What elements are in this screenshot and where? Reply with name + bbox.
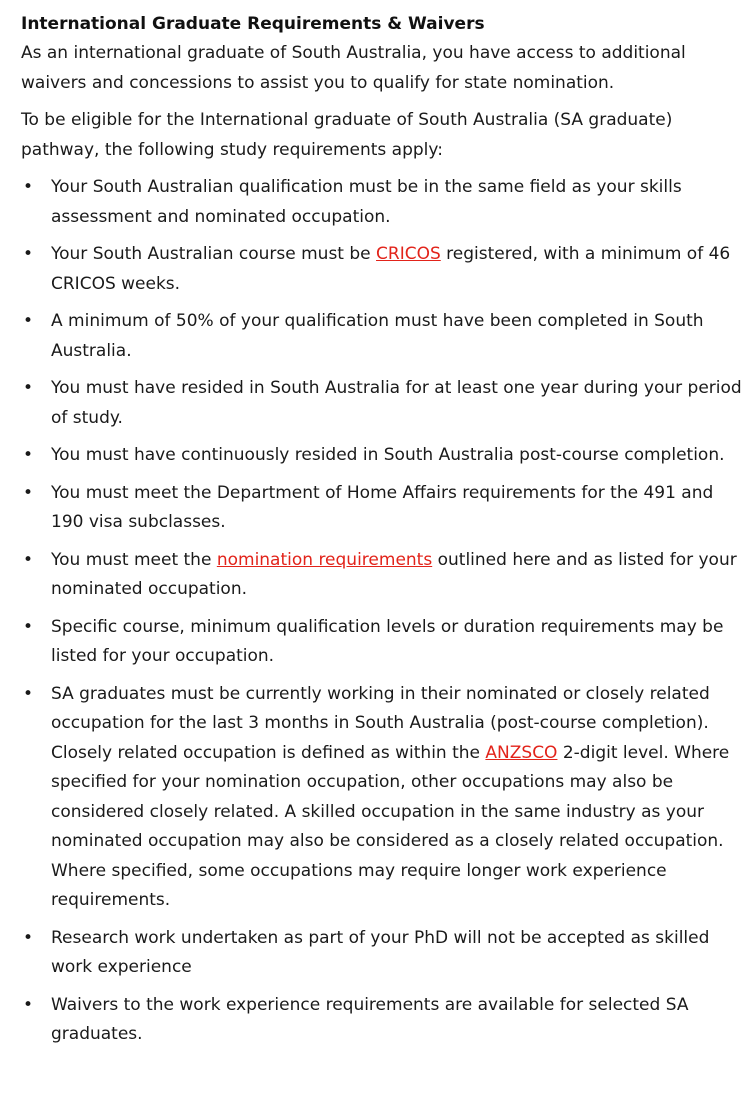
requirement-text: Waivers to the work experience requirements are available for selected SA graduates. [51, 994, 689, 1044]
bullet-icon: • [23, 927, 34, 948]
requirement-text: You must meet the [51, 549, 217, 570]
list-item [21, 240, 750, 299]
bullet-icon: • [23, 482, 34, 503]
requirement-text: You must meet the Department of Home Affairs requirements for the 491 and 190 visa subclasses. [51, 482, 714, 532]
bullet-icon: • [23, 549, 34, 570]
list-item [21, 991, 750, 1050]
list-item [21, 546, 750, 605]
bullet-icon: • [23, 994, 34, 1015]
bullet-icon: • [23, 177, 34, 197]
requirement-text: Your South Australian qualification must be in the same field as your skills assessment and nominated occupation. [51, 177, 682, 227]
bullet-icon: • [23, 311, 34, 331]
section-heading: International Graduate Requirements & Waivers [21, 14, 485, 34]
eligibility-paragraph: To be eligible for the International graduate of South Australia (SA graduate) pathway, the following study requirements apply: [21, 110, 673, 160]
requirement-text-after: outlined here and as listed for your nominated occupation. [51, 549, 737, 599]
bullet-icon: • [23, 445, 34, 465]
requirement-text-after: 2-digit level. Where specified for your nomination occupation, other occupations may also be considered closely related. A skilled occupation in the same industry as your nominated occupation may also be considered as a closely related occupation. Where specified, some occupations may require longer work experience requirements. [51, 742, 730, 910]
anzsco-link[interactable]: ANZSCO [485, 742, 558, 763]
bullet-icon: • [23, 378, 34, 398]
intro-paragraph: As an international graduate of South Australia, you have access to additional waivers and concessions to assist you to qualify for state nomination. [21, 43, 686, 93]
cricos-link[interactable]: CRICOS [376, 244, 441, 264]
bullet-icon: • [23, 616, 34, 637]
requirement-text: A minimum of 50% of your qualification must have been completed in South Australia. [51, 311, 704, 361]
requirement-text-after: registered, with a minimum of 46 CRICOS weeks. [51, 244, 731, 294]
list-item [21, 441, 750, 471]
list-item [21, 479, 750, 538]
bullet-icon: • [23, 683, 34, 704]
list-item [21, 924, 750, 983]
requirement-text: Research work undertaken as part of your PhD will not be accepted as skilled work experience [51, 927, 710, 977]
requirement-text: You must have continuously resided in South Australia post-course completion. [51, 445, 725, 465]
bullet-icon: • [23, 244, 34, 264]
requirement-text: Your South Australian course must be [51, 244, 377, 264]
requirements-list [21, 173, 750, 1050]
nomination-requirements-link[interactable]: nomination requirements [216, 549, 433, 570]
list-item [21, 374, 750, 433]
requirement-text: You must have resided in South Australia for at least one year during your period of study. [51, 378, 742, 428]
list-item [21, 680, 750, 916]
list-item [21, 307, 750, 366]
requirement-text: Specific course, minimum qualification levels or duration requirements may be listed for your occupation. [51, 616, 724, 666]
requirement-text: SA graduates must be currently working in their nominated or closely related occupation for the last 3 months in South Australia (post-course completion). Closely related occupation is defined as within the [51, 683, 710, 763]
list-item [21, 613, 750, 672]
list-item [21, 173, 750, 232]
